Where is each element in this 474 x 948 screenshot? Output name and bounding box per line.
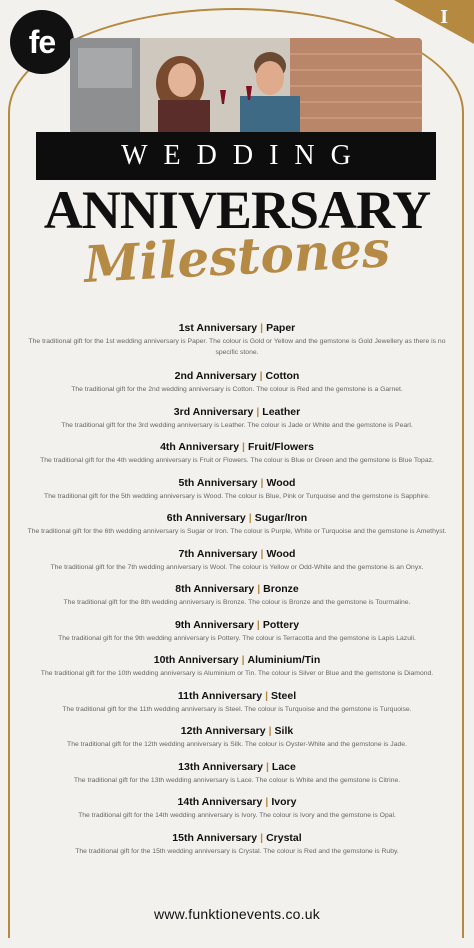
separator: |	[260, 547, 264, 560]
anniversary-material: Crystal	[266, 831, 302, 844]
anniversary-list	[14, 320, 460, 865]
anniversary-description: The traditional gift for the 9th wedding anniversary is Pottery. The colour is Terracotta and the gemstone is Lapis Lazuli.	[58, 634, 416, 642]
separator: |	[241, 654, 245, 666]
anniversary-heading	[14, 320, 460, 336]
separator: |	[242, 441, 245, 453]
separator: |	[248, 512, 252, 524]
anniversary-title: 15th Anniversary	[172, 831, 258, 844]
anniversary-heading	[14, 368, 460, 384]
list-item	[14, 475, 460, 511]
anniversary-description: The traditional gift for the 3rd wedding anniversary is Leather. The colour is Jade or White and the gemstone is Pearl.	[61, 421, 413, 429]
anniversary-heading	[14, 581, 460, 597]
anniversary-material: Fruit/Flowers	[248, 441, 314, 453]
anniversary-description: The traditional gift for the 4th wedding anniversary is Fruit or Flowers. The colour is Blue or Green and the gemstone is Blue Topaz.	[40, 457, 434, 464]
anniversary-description: The traditional gift for the 6th wedding anniversary is Sugar or Iron. The colour is Purple, White or Turquoise and the gemstone is Amethyst.	[27, 528, 447, 535]
separator: |	[257, 583, 261, 595]
list-item	[14, 652, 460, 688]
anniversary-title: 11th Anniversary	[177, 689, 263, 702]
anniversary-description: The traditional gift for the 12th wedding anniversary is Silk. The colour is Oyster-White and the gemstone is Jade.	[67, 741, 407, 748]
anniversary-title: 13th Anniversary	[178, 760, 263, 773]
anniversary-material: Ivory	[271, 796, 297, 808]
anniversary-title: 1st Anniversary	[178, 322, 258, 334]
anniversary-material: Bronze	[263, 583, 299, 595]
anniversary-material: Aluminium/Tin	[247, 654, 321, 666]
anniversary-material: Leather	[262, 405, 301, 418]
separator: |	[265, 760, 269, 773]
page-number: I	[440, 6, 448, 28]
list-item	[14, 439, 460, 475]
list-item	[14, 368, 460, 404]
anniversary-title: 9th Anniversary	[174, 618, 254, 631]
anniversary-heading	[14, 510, 460, 526]
title-wedding: WEDDING	[121, 140, 367, 171]
anniversary-title: 7th Anniversary	[178, 547, 258, 560]
anniversary-heading	[14, 688, 460, 704]
list-item	[14, 759, 460, 795]
anniversary-title: 14th Anniversary	[177, 796, 263, 808]
anniversary-heading	[14, 830, 460, 846]
anniversary-material: Lace	[271, 760, 296, 773]
anniversary-title: 6th Anniversary	[166, 512, 246, 524]
separator: |	[265, 689, 269, 702]
anniversary-material: Wood	[266, 476, 296, 489]
anniversary-heading	[14, 794, 460, 810]
couple-photo	[70, 38, 422, 134]
anniversary-description: The traditional gift for the 1st wedding anniversary is Paper. The colour is Gold or Yellow and the gemstone is Gold Jewellery as there is no specific stone.	[28, 338, 446, 356]
anniversary-material: Silk	[274, 725, 294, 737]
list-item	[14, 320, 460, 368]
footer-url[interactable]: www.funktionevents.co.uk	[154, 906, 320, 922]
anniversary-description: The traditional gift for the 14th wedding anniversary is Ivory. The colour is Ivory and the gemstone is Opal.	[78, 812, 396, 819]
list-item	[14, 581, 460, 617]
anniversary-material: Sugar/Iron	[254, 512, 308, 524]
separator: |	[265, 796, 269, 808]
anniversary-title: 8th Anniversary	[175, 583, 255, 595]
anniversary-title: 10th Anniversary	[153, 654, 239, 666]
anniversary-material: Cotton	[265, 370, 300, 382]
anniversary-material: Pottery	[262, 618, 300, 631]
anniversary-title: 2nd Anniversary	[174, 370, 257, 382]
anniversary-heading	[14, 404, 460, 420]
list-item	[14, 404, 460, 440]
anniversary-description: The traditional gift for the 5th wedding anniversary is Wood. The colour is Blue, Pink or Turquoise and the gemstone is Sapphire.	[44, 492, 430, 500]
main-title: ANNIVERSARY	[43, 180, 431, 240]
anniversary-title: 5th Anniversary	[178, 476, 258, 489]
anniversary-description: The traditional gift for the 10th wedding anniversary is Aluminium or Tin. The colour is Silver or Blue and the gemstone is Diamond.	[40, 670, 434, 677]
logo-text: fe	[28, 23, 56, 60]
list-item	[14, 546, 460, 582]
brand-logo[interactable]	[10, 10, 74, 74]
anniversary-heading	[14, 439, 460, 455]
anniversary-material: Wood	[266, 547, 296, 560]
list-item	[14, 723, 460, 759]
separator: |	[260, 322, 264, 334]
list-item	[14, 830, 460, 866]
script-title: Milestones	[82, 219, 392, 294]
anniversary-heading	[14, 546, 460, 562]
anniversary-heading	[14, 723, 460, 739]
anniversary-heading	[14, 759, 460, 775]
anniversary-description: The traditional gift for the 7th wedding anniversary is Wool. The colour is Yellow or Odd-White and the gemstone is an Onyx.	[50, 563, 424, 571]
anniversary-description: The traditional gift for the 15th wedding anniversary is Crystal. The colour is Red and the gemstone is Ruby.	[75, 847, 399, 855]
separator: |	[259, 370, 263, 382]
anniversary-title: 3rd Anniversary	[173, 405, 254, 418]
separator: |	[260, 476, 264, 489]
anniversary-heading	[14, 475, 460, 491]
list-item	[14, 510, 460, 546]
anniversary-description: The traditional gift for the 2nd wedding anniversary is Cotton. The colour is Red and the gemstone is a Garnet.	[71, 386, 403, 393]
anniversary-description: The traditional gift for the 13th wedding anniversary is Lace. The colour is White and the gemstone is Citrine.	[73, 776, 401, 784]
list-item	[14, 688, 460, 724]
list-item	[14, 794, 460, 830]
separator: |	[268, 725, 272, 737]
separator: |	[260, 831, 264, 844]
anniversary-heading	[14, 617, 460, 633]
anniversary-material: Paper	[266, 322, 296, 334]
anniversary-description: The traditional gift for the 11th wedding anniversary is Steel. The colour is Turquoise and the gemstone is Turquoise.	[62, 705, 412, 713]
anniversary-title: 4th Anniversary	[160, 441, 240, 453]
separator: |	[256, 405, 260, 418]
title-bar	[36, 132, 436, 180]
list-item	[14, 617, 460, 653]
anniversary-material: Steel	[271, 689, 297, 702]
anniversary-description: The traditional gift for the 8th wedding anniversary is Bronze. The colour is Bronze and the gemstone is Tourmaline.	[63, 599, 411, 606]
separator: |	[256, 618, 260, 631]
anniversary-heading	[14, 652, 460, 668]
anniversary-title: 12th Anniversary	[180, 725, 266, 737]
